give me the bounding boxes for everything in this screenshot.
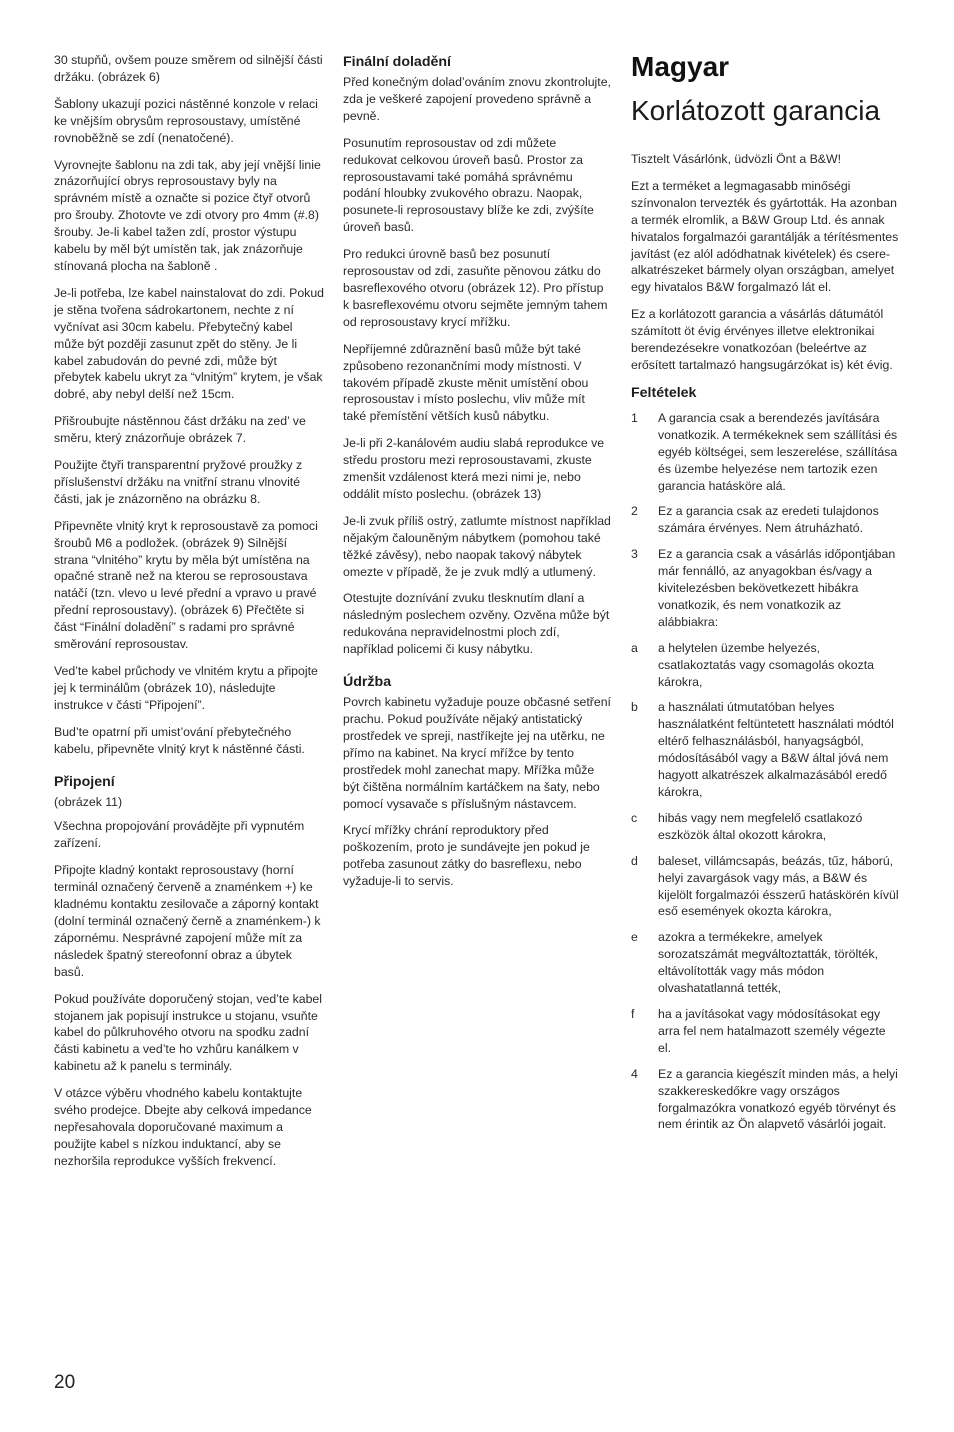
section-heading: Údržba <box>343 674 392 691</box>
condition-item <box>631 1066 901 1134</box>
paragraph: Vyrovnejte šablonu na zdi tak, aby její vnější linie znázorňující obrys reprosoustavy byly na správném místě a označte si pozice čtyř otvorů pro šrouby. Zhotovte ve zdi otvory pro 4mm (#.8) šrouby. Je-li kabel tažen zdí, prostor výstupu kabelu by měl být umístěn tak, jak znázorňuje stínovaná plocha na šabloně . <box>54 157 321 273</box>
section-finalni-doladeni <box>343 53 611 658</box>
paragraph: Připevněte vlnitý kryt k reprosoustavě za pomoci šroubů M6 a podložek. (obrázek 9) Silnější strana “vlnitého” krytu by měla být umístěna na opačné straně než na kterou se reprosoustava natáčí (tzn. vlevo u levé přední a vpravo u pravé přední reprosoustavy). (obrázek 6) Přečtěte si část “Finální doladění” s radami pro správné směrování reprosoustav. <box>54 518 318 652</box>
condition-item <box>631 503 901 537</box>
paragraph: Krycí mřížky chrání reproduktory před poškozením, proto je sundávejte jen pokud je potřeba zasunout zátky do basreflexu, nebo vyžaduje-li to servis. <box>343 823 590 889</box>
paragraph: Otestujte doznívání zvuku tlesknutím dlaní a následným poslechem ozvěny. Ozvěna může být redukována nepravidelnostmi ploch zdí, například policemi či kusy nábytku. <box>343 591 610 657</box>
list-text: A garancia csak a berendezés javítására vonatkozik. A termékeknek sem szállítási és egyéb költségei, sem leszerelése, szállítása és üzembe helyezése nem tartozik ezen garancia hatásköre alá. <box>658 410 898 493</box>
condition-item <box>631 929 901 997</box>
paragraph: Všechna propojování provádějte při vypnutém zařízení. <box>54 819 305 851</box>
column-middle <box>343 52 611 900</box>
condition-item <box>631 410 901 495</box>
paragraph: Je-li zvuk příliš ostrý, zatlumte místnost například nějakým čalouněným nábytkem (pomohou také těžké závěsy), nebo naopak takový nábytek omezte v případě, že je zvuk mdlý a utlumený. <box>343 513 611 579</box>
condition-item <box>631 853 901 921</box>
list-marker: 2 <box>631 504 638 519</box>
list-marker: c <box>631 810 638 825</box>
conditions-heading: Feltételek <box>631 384 697 401</box>
section-pripojeni <box>54 773 324 1170</box>
paragraph: Ezt a terméket a legmagasabb minőségi színvonalon tervezték és gyártották. Ha azonban a termék elromlik, a B&W Group Ltd. és annak hivatalos forgalmazói garantálják a térítésmentes javítást (ez alól adódhatnak kivételek) és cserealkatrészeket bármely olyan országban, amelyet egy hivatalos B&W forgalmazó lát el. <box>631 178 899 295</box>
list-marker: b <box>631 700 638 715</box>
condition-item <box>631 810 901 844</box>
section-heading: Finální doladění <box>343 54 451 70</box>
paragraph: Je-li potřeba, lze kabel nainstalovat do zdi. Pokud je stěna tvořena sádrokartonem, nechte z ní vyčnívat asi 30cm kabelu. Přebytečný kabel může být později zasunut zpět do stěny. Je li kabel zabudován do pevné zdi, může být přebytek kabelu ukryt za “vlnitým” krytem, je však dobré, aby nebyl delší než 15cm. <box>54 285 325 402</box>
paragraph: Povrch kabinetu vyžaduje pouze občasné setření prachu. Pokud používáte nějaký antistatický prostředek ve spreji, nastříkejte jej na utěrku, ne přímo na kabinet. Na krycí mřížce by tento prostředek mohl zanechat mapy. Mřížka může být čištěna normálním kartáčkem na šaty, nebo pomocí vysavače s příslušným nástavcem. <box>343 695 611 811</box>
list-marker: e <box>631 930 638 945</box>
list-text: a helytelen üzembe helyezés, csatlakoztatás vagy csomagolás okozta károkra, <box>658 640 874 689</box>
page-number: 20 <box>54 1372 76 1393</box>
condition-item <box>631 546 901 631</box>
list-text: Ez a garancia csak az eredeti tulajdonos számára érvényes. Nem átruházható. <box>658 504 879 536</box>
paragraph: V otázce výběru vhodného kabelu kontaktujte svého prodejce. Dbejte aby celková impedance nepřesahovala doporučované maximum a použijte kabel s nízkou induktancí, aby se nezhoršila reprodukce vyšších frekvencí. <box>54 1086 312 1168</box>
list-text: Ez a garancia kiegészít minden más, a helyi szakkereskedőkre vagy országos forgalmazókra vonatkozó egyéb törvényt és nem érintik az Ön alapvető vásárlói jogait. <box>658 1066 898 1132</box>
list-text: baleset, villámcsapás, beázás, tűz, háború, helyi zavargások vagy más, a B&W és kijelölt forgalmazói ésszerű hatáskörén kívül eső események okozta károkra, <box>658 853 899 919</box>
paragraph: Tisztelt Vásárlónk, üdvözli Önt a B&W! <box>631 152 842 166</box>
paragraph: Ved’te kabel průchody ve vlnitém krytu a připojte jej k terminálům (obrázek 10), následujte instrukce v části “Připojení”. <box>54 664 318 712</box>
list-text: Ez a garancia csak a vásárlás időpontjában már fennálló, az anyagokban és/vagy a kivitelezésben bekövetkezett hibákra vonatkozik, és nem vonatkozik az alábbiakra: <box>658 547 896 629</box>
list-marker: 3 <box>631 547 638 562</box>
section-heading: Připojení <box>54 773 115 790</box>
list-marker: f <box>631 1006 635 1021</box>
paragraph: 30 stupňů, ovšem pouze směrem od silnější části držáku. (obrázek 6) <box>54 53 323 84</box>
paragraph: Posunutím reprosoustav od zdi můžete redukovat celkovou úroveň basů. Prostor za reprosoustavami také pomáhá správnému podání hloubky zvukového obrazu. Naopak, posunete-li reprosoustavy blíže ke zdi, zvýšíte úroveň basů. <box>343 135 594 235</box>
paragraph: Je-li při 2-kanálovém audiu slabá reprodukce ve středu prostoru mezi reprosoustavami, zkuste zmenšit vzdálenost která mezi nimi je, nebo oddálit místo poslechu. (obrázek 13) <box>343 436 605 501</box>
paragraph: Šablony ukazují pozici nástěnné konzole v relaci ke vnějším obrysům reprosoustavy, umístěné rovnoběžně se zdí (nenatočené). <box>54 96 318 145</box>
column-left <box>54 52 324 1180</box>
section-udrzba <box>343 673 611 890</box>
list-marker: a <box>631 640 638 655</box>
paragraph: Přišroubujte nástěnnou část držáku na zed’ ve směru, který znázorňuje obrázek 7. <box>54 414 306 446</box>
condition-item <box>631 699 901 800</box>
list-marker: d <box>631 853 638 868</box>
section-subtitle: (obrázek 11) <box>54 794 123 809</box>
paragraph: Pokud používáte doporučený stojan, ved’te kabel stojanem jak popisují instrukce u stojanu, vsuňte kabel do půlkruhového otvoru na spodku zadní části kabinetu a ved’te ho vzhůru kanálkem v kabinetu až k panelu s terminály. <box>54 991 322 1074</box>
list-marker: 1 <box>631 410 638 425</box>
paragraph: Nepříjemné zdůraznění basů může být také způsobeno rezonančními mody místnosti. V takovém případě zkuste měnit umístění obou reprosoustav i místo poslechu, vliv může mít také přemístění větších kusů nábytku. <box>343 341 589 424</box>
paragraph: Ez a korlátozott garancia a vásárlás dátumától számított öt évig érvényes illetve elektronikai berendezésekre vonatkozóan (beleértve az erősített tartalmazó hangsugárzókat is) két évig. <box>631 307 893 372</box>
paragraph: Připojte kladný kontakt reprosoustavy (horní terminál označený červeně a znaménkem +) ke kladnému kontaktu zesilovače a záporný kontakt (dolní terminál označený černě a znaménkem-) k zápornému. Nesprávné zapojení může mít za následek špatný stereofonní obraz a úbytek basů. <box>54 863 321 979</box>
list-marker: 4 <box>631 1066 638 1081</box>
language-title: Magyar <box>631 51 730 82</box>
condition-item <box>631 640 901 691</box>
warranty-title: Korlátozott garancia <box>631 95 881 126</box>
list-text: a használati útmutatóban helyes használatként feltüntetett használati módtól eltérő felhasználásból, hanyagságból, módosításából vagy a B&W által jóvá nem hagyott alkatrészek alkalmazásából eredő károkra, <box>658 700 894 799</box>
paragraph: Před konečným dolad’ováním znovu zkontrolujte, zda je veškeré zapojení provedeno správně a pevně. <box>343 75 611 123</box>
condition-item <box>631 1006 901 1057</box>
list-text: azokra a termékekre, amelyek sorozatszámát megváltoztatták, törölték, eltávolították vagy más módon olvashatatlanná tették, <box>658 930 879 996</box>
paragraph: Bud’te opatrní při umist’ování přebytečného kabelu, připevněte vlnitý kryt k nástěnné části. <box>54 724 305 756</box>
list-text: ha a javításokat vagy módosításokat egy arra fel nem hatalmazott személy végezte el. <box>658 1006 886 1055</box>
column-right <box>631 52 901 1142</box>
paragraph: Pro redukci úrovně basů bez posunutí reprosoustav od zdi, zasuňte pěnovou zátku do basreflexového otvoru (obrázek 12). Pro přístup k basreflexovému otvoru sejměte jemným tahem od reprosoustavy krycí mřížku. <box>343 247 608 329</box>
paragraph: Použijte čtyři transparentní pryžové proužky z příslušenství držáku na vnitřní stranu vlnovité části, jak je znázorněno na obrázku 8. <box>54 458 303 506</box>
list-text: hibás vagy nem megfelelő csatlakozó eszközök által okozott károkra, <box>658 810 863 842</box>
